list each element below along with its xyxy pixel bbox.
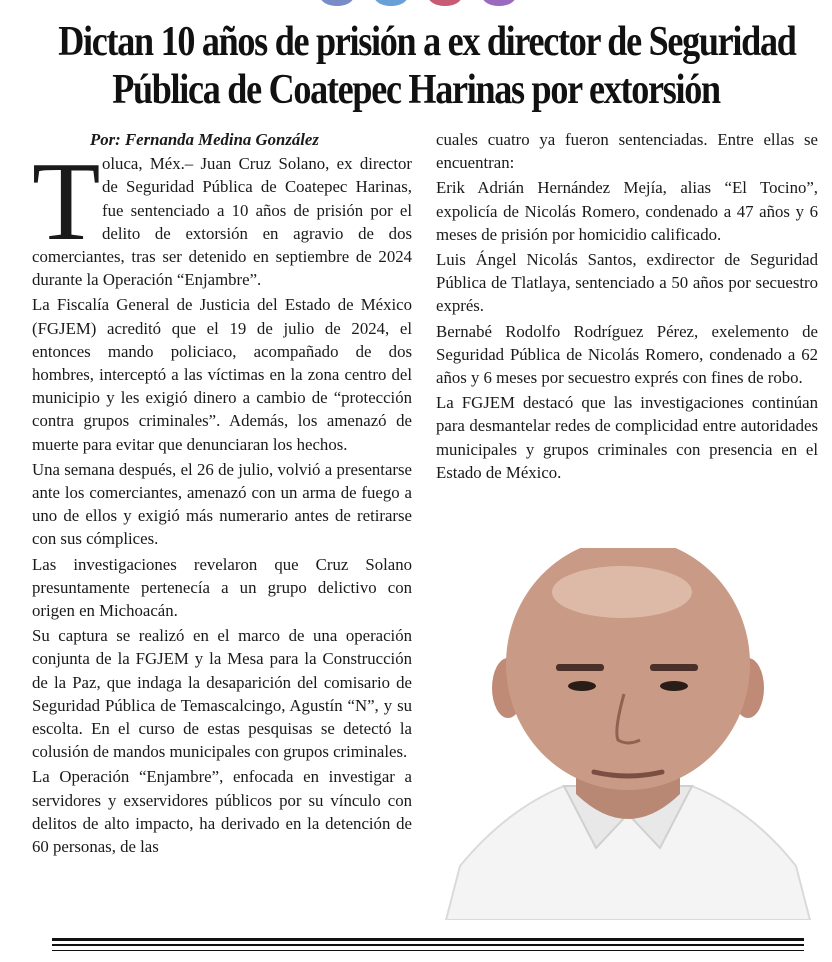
portrait-right-brow bbox=[650, 664, 698, 671]
decor-dot bbox=[482, 0, 516, 6]
portrait-right-eye bbox=[660, 681, 688, 691]
lead-paragraph bbox=[32, 140, 412, 291]
portrait-illustration bbox=[436, 548, 820, 920]
portrait-left-brow bbox=[556, 664, 604, 671]
drop-cap: T bbox=[32, 140, 101, 265]
article-right-column bbox=[436, 128, 818, 486]
headline-line-2: Pública de Coatepec Harinas por extorsión bbox=[112, 67, 720, 113]
decor-dot bbox=[428, 0, 462, 6]
byline: Por: Fernanda Medina González bbox=[90, 130, 319, 149]
article-paragraph: La Fiscalía General de Justicia del Estado de México (FGJEM) acreditó que el 19 de julio de 2024, el entonces mando policiaco, acompañado de dos hombres, interceptó a las víctimas en la zona centro del municipio y les exigió dinero a cambio de “protección contra grupos criminales”. Además, los amenazó de muerte para evitar que denunciaran los hechos. bbox=[32, 295, 412, 454]
portrait-photo bbox=[436, 548, 820, 920]
headline bbox=[58, 18, 796, 114]
bottom-rule bbox=[52, 938, 804, 941]
article-paragraph: Luis Ángel Nicolás Santos, exdirector de Seguridad Pública de Tlatlaya, sentenciado a 50 años por secuestro exprés. bbox=[436, 250, 818, 316]
bottom-rule bbox=[52, 950, 804, 951]
portrait-scalp-highlight bbox=[552, 566, 692, 618]
lead-paragraph-text: oluca, Méx.– Juan Cruz Solano, ex director de Seguridad Pública de Coatepec Harinas, fue sentenciado a 10 años de prisión por el delito de extorsión en agravio de dos comerciantes, tras ser detenido en septiembre de 2024 durante la Operación “Enjambre”. bbox=[32, 154, 412, 290]
article-paragraph: Su captura se realizó en el marco de una operación conjunta de la FGJEM y la Mesa para la Construcción de la Paz, que indaga la desaparición del comisario de Seguridad Pública de Temascalcingo, Agustín “N”, y su escolta. En el curso de estas pesquisas se detectó la colusión de mandos municipales con grupos criminales. bbox=[32, 626, 412, 762]
article-left-column bbox=[32, 128, 412, 860]
article-paragraph: cuales cuatro ya fueron sentenciadas. Entre ellas se encuentran: bbox=[436, 130, 818, 173]
decor-dot bbox=[374, 0, 408, 6]
article-paragraph: Erik Adrián Hernández Mejía, alias “El Tocino”, expolicía de Nicolás Romero, condenado a 47 años y 6 meses de prisión por homicidio calificado. bbox=[436, 178, 818, 244]
article-paragraph: La Operación “Enjambre”, enfocada en investigar a servidores y exservidores públicos por su vínculo con delitos de alto impacto, ha derivado en la detención de 60 personas, de las bbox=[32, 767, 412, 857]
article-paragraph: Bernabé Rodolfo Rodríguez Pérez, exelemento de Seguridad Pública de Nicolás Romero, condenado a 62 años y 6 meses por secuestro exprés con fines de robo. bbox=[436, 321, 818, 388]
top-decoration bbox=[300, 0, 540, 6]
article-paragraph: La FGJEM destacó que las investigaciones continúan para desmantelar redes de complicidad entre autoridades municipales y grupos criminales con presencia en el Estado de México. bbox=[436, 393, 818, 482]
article-paragraph: Una semana después, el 26 de julio, volvió a presentarse ante los comerciantes, amenazó con un arma de fuego a uno de ellos y exigió más numerario antes de retirarse con sus cómplices. bbox=[32, 459, 412, 549]
portrait-left-eye bbox=[568, 681, 596, 691]
decor-dot bbox=[320, 0, 354, 6]
article-paragraph: Las investigaciones revelaron que Cruz Solano presuntamente pertenecía a un grupo delictivo con origen en Michoacán. bbox=[32, 554, 412, 621]
headline-line-1: Dictan 10 años de prisión a ex director de Seguridad bbox=[58, 19, 796, 65]
bottom-rule bbox=[52, 944, 804, 946]
